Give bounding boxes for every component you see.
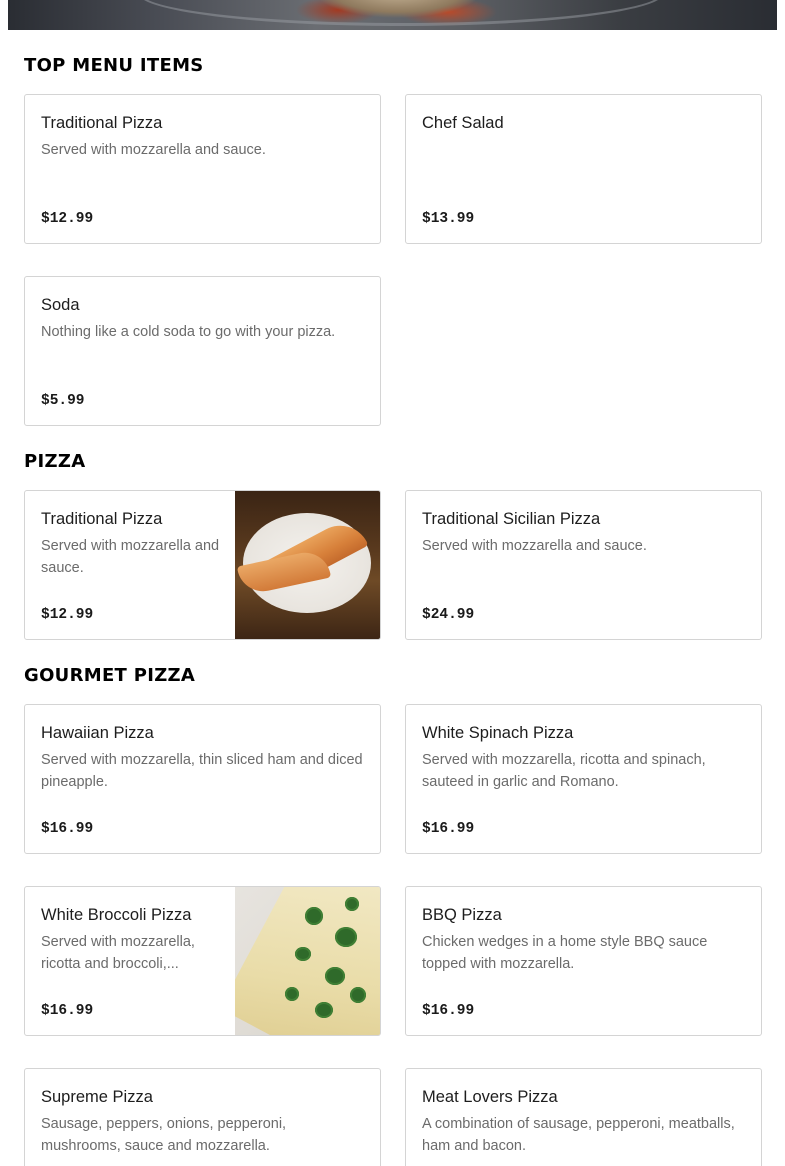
broccoli-pizza-photo — [235, 887, 380, 1036]
menu-item-name: Meat Lovers Pizza — [422, 1088, 558, 1106]
menu-item-name: Hawaiian Pizza — [41, 724, 154, 742]
menu-item-card[interactable] — [24, 490, 381, 640]
menu-item-name: BBQ Pizza — [422, 906, 502, 924]
menu-item-card[interactable] — [405, 1068, 762, 1166]
menu-item-card[interactable] — [24, 1068, 381, 1166]
menu-item-name: Traditional Sicilian Pizza — [422, 510, 601, 528]
menu-item-card[interactable] — [405, 94, 762, 244]
menu-item-description: Served with mozzarella and sauce. — [41, 142, 266, 158]
menu-item-price: $16.99 — [422, 1003, 475, 1019]
menu-item-description: Chicken wedges in a home style BBQ sauce topped with mozzarella. — [422, 934, 708, 972]
hero-food-image — [8, 0, 777, 30]
menu-item-name: White Spinach Pizza — [422, 724, 574, 742]
menu-item-price: $24.99 — [422, 607, 475, 623]
menu-item-description: Served with mozzarella, thin sliced ham and diced pineapple. — [41, 752, 363, 790]
section-title-top-menu-items: TOP MENU ITEMS — [24, 55, 204, 76]
menu-item-name: Traditional Pizza — [41, 114, 163, 132]
menu-item-price: $5.99 — [41, 393, 85, 409]
menu-item-name: Traditional Pizza — [41, 510, 163, 528]
menu-item-card[interactable] — [24, 886, 381, 1036]
section-title-pizza: PIZZA — [24, 451, 86, 472]
menu-item-description: Sausage, peppers, onions, pepperoni, mushrooms, sauce and mozzarella. — [41, 1116, 287, 1154]
menu-item-card[interactable] — [24, 276, 381, 426]
menu-item-name: Supreme Pizza — [41, 1088, 153, 1106]
section-title-gourmet-pizza: GOURMET PIZZA — [24, 665, 196, 686]
menu-item-description: Served with mozzarella, ricotta and spinach, sauteed in garlic and Romano. — [422, 752, 706, 790]
menu-item-card[interactable] — [24, 94, 381, 244]
menu-item-card[interactable] — [405, 490, 762, 640]
menu-item-description: A combination of sausage, pepperoni, meatballs, ham and bacon. — [422, 1116, 735, 1154]
menu-item-price: $16.99 — [41, 1003, 94, 1019]
menu-item-price: $13.99 — [422, 211, 475, 227]
menu-item-card[interactable] — [405, 704, 762, 854]
menu-item-description: Served with mozzarella and sauce. — [422, 538, 647, 554]
menu-item-name: Soda — [41, 296, 80, 314]
menu-item-name: Chef Salad — [422, 114, 504, 132]
menu-item-price: $12.99 — [41, 607, 94, 623]
menu-item-description: Served with mozzarella and sauce. — [41, 538, 220, 576]
menu-item-name: White Broccoli Pizza — [41, 906, 192, 924]
menu-item-description: Served with mozzarella, ricotta and broccoli,... — [41, 934, 195, 972]
menu-item-price: $16.99 — [422, 821, 475, 837]
menu-item-description: Nothing like a cold soda to go with your pizza. — [41, 324, 336, 340]
pizza-slices-photo — [235, 491, 380, 640]
menu-item-card[interactable] — [405, 886, 762, 1036]
menu-item-price: $16.99 — [41, 821, 94, 837]
menu-item-card[interactable] — [24, 704, 381, 854]
menu-item-price: $12.99 — [41, 211, 94, 227]
